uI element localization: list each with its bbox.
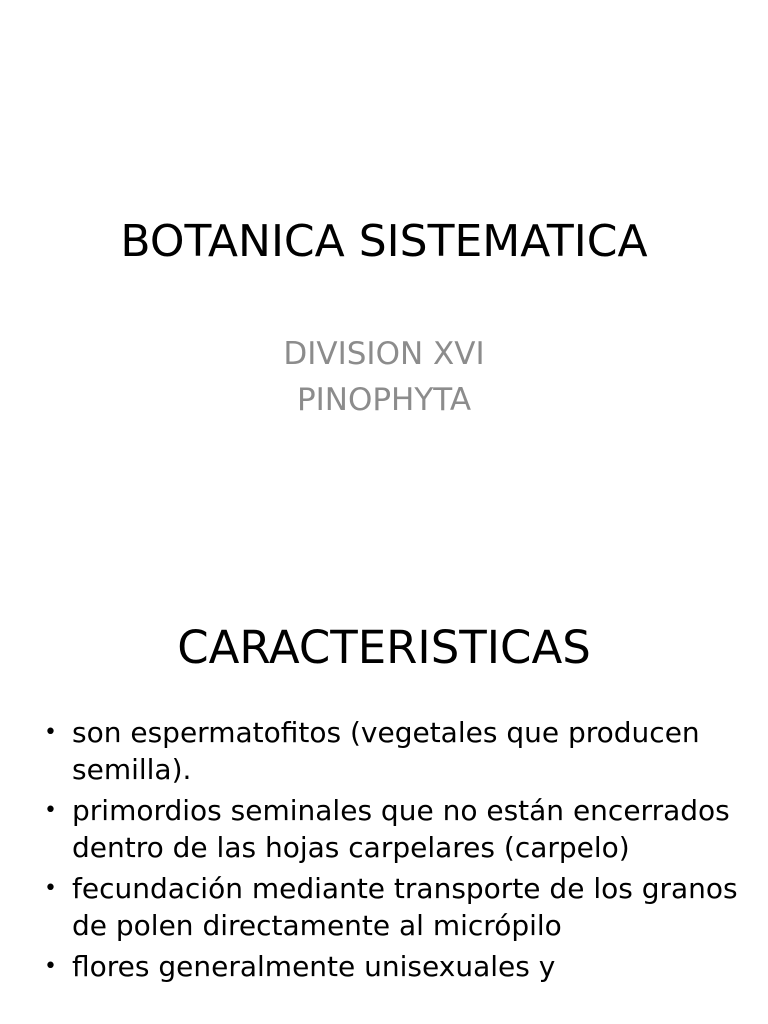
slide-subtitle [0, 331, 768, 423]
subtitle-line-name: PINOPHYTA [296, 382, 472, 418]
bullet-item [40, 714, 740, 788]
bullet-text: son espermatofitos (vegetales que producen semilla). [72, 716, 700, 786]
bullet-item [40, 870, 740, 944]
section-title: CARACTERISTICAS [177, 621, 591, 674]
bullet-icon: • [44, 720, 57, 745]
bullet-item [40, 792, 740, 866]
bullet-icon: • [44, 798, 57, 823]
slide-title: BOTANICA SISTEMATICA [120, 216, 648, 267]
subtitle-line-division: DIVISION XVI [283, 336, 485, 372]
bullet-icon: • [44, 954, 57, 979]
bullet-list [40, 714, 740, 989]
bullet-text: fecundación mediante transporte de los granos de polen directamente al micrópilo [72, 872, 738, 942]
bullet-item [40, 948, 740, 985]
bullet-text: flores generalmente unisexuales y [72, 950, 556, 983]
bullet-text: primordios seminales que no están encerrados dentro de las hojas carpelares (carpelo) [72, 794, 730, 864]
bullet-icon: • [44, 876, 57, 901]
content-slide [0, 576, 768, 1024]
